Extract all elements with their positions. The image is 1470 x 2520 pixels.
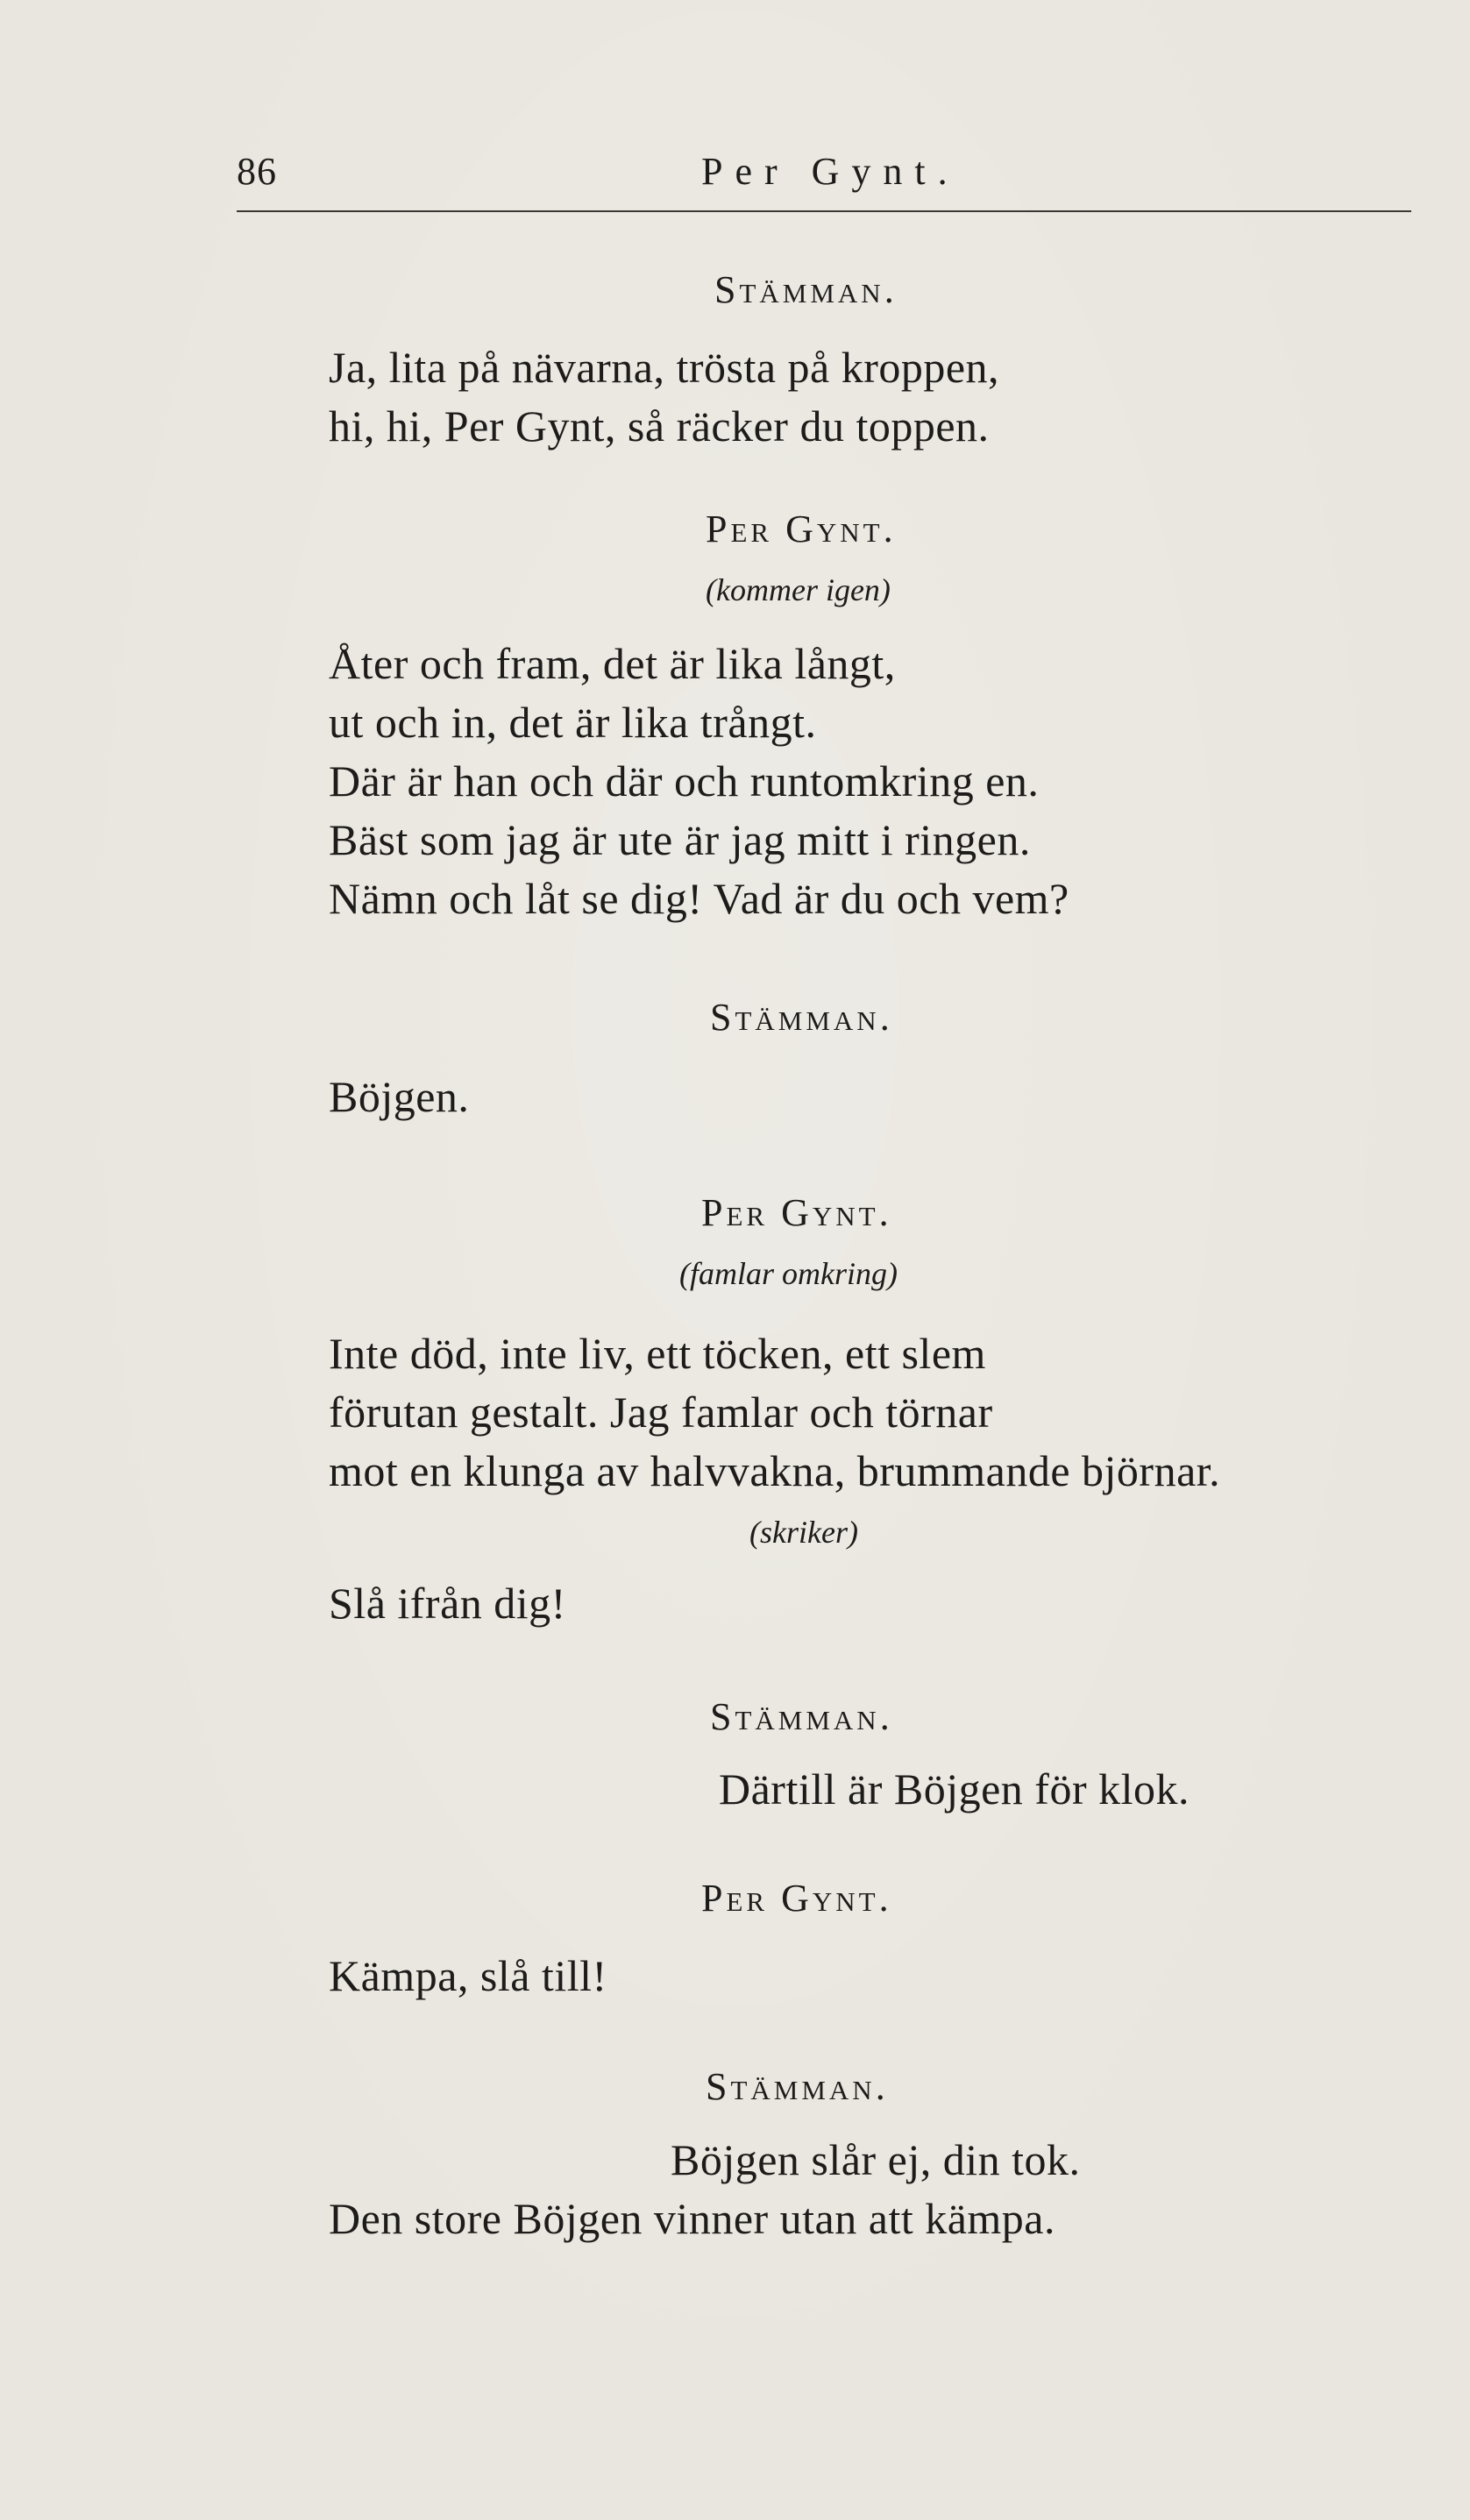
speaker-label: Per Gynt.	[701, 1877, 892, 1920]
speaker-label: Stämman.	[714, 268, 898, 311]
verse-line: ut och in, det är lika trångt.	[329, 698, 817, 747]
verse-line: Bäst som jag är ute är jag mitt i ringen.	[329, 815, 1031, 864]
verse-line: Böjgen slår ej, din tok.	[671, 2135, 1081, 2184]
verse-line: Böjgen.	[329, 1072, 470, 1121]
speaker-label: Per Gynt.	[706, 508, 897, 550]
running-title: Per Gynt.	[701, 150, 960, 193]
verse-line: Där är han och där och runtomkring en.	[329, 756, 1040, 806]
verse-line: mot en klunga av halvvakna, brummande björnar.	[329, 1446, 1221, 1495]
verse-line: förutan gestalt. Jag famlar och törnar	[329, 1388, 993, 1437]
verse-line: Därtill är Böjgen för klok.	[719, 1764, 1189, 1814]
verse-line: Kämpa, slå till!	[329, 1951, 607, 2000]
stage-direction: (skriker)	[749, 1515, 858, 1550]
verse-line: Slå ifrån dig!	[329, 1579, 566, 1628]
verse-line: Åter och fram, det är lika långt,	[329, 639, 896, 688]
stage-direction: (kommer igen)	[706, 572, 891, 607]
speaker-label: Stämman.	[710, 1695, 893, 1738]
speaker-label: Stämman.	[710, 996, 893, 1039]
verse-line: Inte död, inte liv, ett töcken, ett slem	[329, 1329, 986, 1378]
stage-direction: (famlar omkring)	[679, 1256, 898, 1291]
verse-line: hi, hi, Per Gynt, så räcker du toppen.	[329, 401, 990, 451]
verse-line: Den store Böjgen vinner utan att kämpa.	[329, 2194, 1055, 2243]
header-rule	[237, 210, 1411, 212]
speaker-label: Per Gynt.	[701, 1191, 892, 1234]
verse-line: Ja, lita på nävarna, trösta på kroppen,	[329, 343, 1000, 392]
verse-line: Nämn och låt se dig! Vad är du och vem?	[329, 874, 1069, 923]
speaker-label: Stämman.	[706, 2065, 889, 2108]
page-number: 86	[237, 150, 277, 193]
